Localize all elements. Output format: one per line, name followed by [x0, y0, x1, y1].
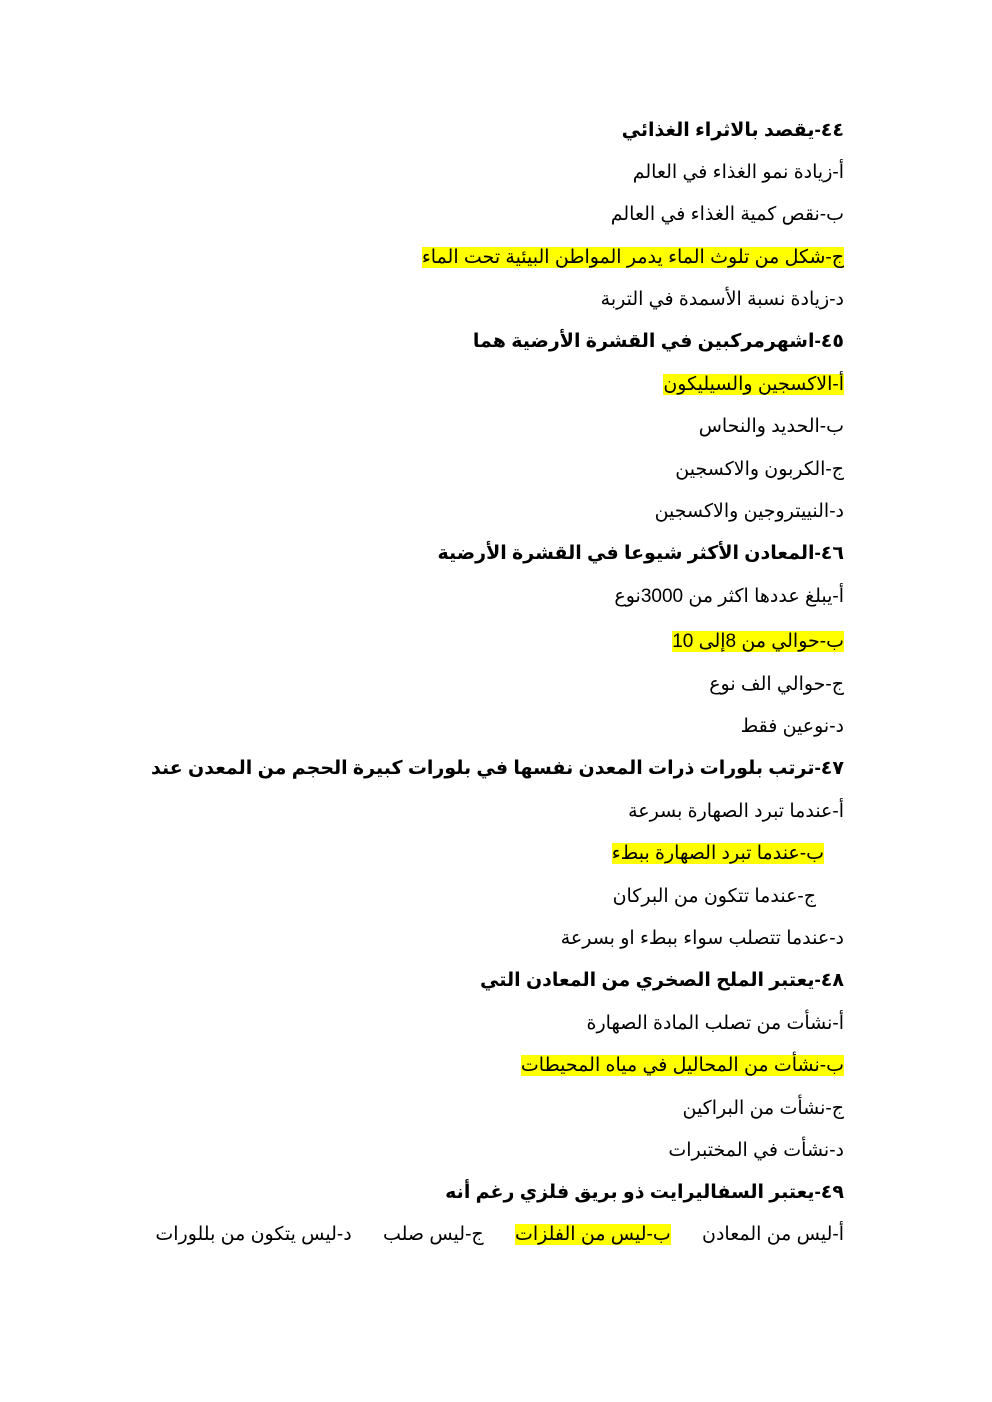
question-48-title: ٤٨-يعتبر الملح الصخري من المعادن التي — [480, 970, 844, 991]
question-44-title: ٤٤-يقصد بالاثراء الغذائي — [621, 120, 844, 141]
q48-option-b-highlight: ب-نشأت من المحاليل في مياه المحيطات — [520, 1055, 844, 1076]
question-47-title: ٤٧-ترتب بلورات ذرات المعدن نفسها في بلورات كبيرة الحجم من المعدن عند — [151, 758, 844, 779]
q48-option-b — [521, 1051, 844, 1081]
q46-option-c: ج-حوالي الف نوع — [709, 674, 844, 695]
q46-option-b-highlight: ب-حوالي من 8إلى 10 — [672, 631, 844, 652]
q45-option-a — [663, 370, 844, 400]
q47-option-b-highlight: ب-عندما تبرد الصهارة ببطء — [611, 843, 824, 864]
q45-option-d: د-النييتروجين والاكسجين — [654, 501, 844, 522]
q44-option-b: ب-نقص كمية الغذاء في العالم — [610, 204, 844, 225]
q44-option-c-highlight: ج-شكل من تلوث الماء يدمر المواطن البيئية تحت الماء — [421, 247, 844, 268]
q44-option-c — [422, 243, 844, 273]
q48-option-c: ج-نشأت من البراكين — [682, 1098, 844, 1119]
q44-option-a: أ-زيادة نمو الغذاء في العالم — [632, 162, 844, 183]
q46-option-d: د-نوعين فقط — [740, 716, 844, 737]
q47-option-d: د-عندما تتصلب سواء ببطء او بسرعة — [560, 928, 844, 949]
q45-option-c: ج-الكربون والاكسجين — [675, 459, 844, 480]
q49-option-c: ج-ليس صلب — [382, 1224, 484, 1245]
q49-option-d: د-ليس يتكون من بللورات — [155, 1224, 352, 1245]
q49-option-b-highlight: ب-ليس من الفلزات — [514, 1224, 671, 1245]
q44-option-d: د-زيادة نسبة الأسمدة في التربة — [600, 289, 844, 310]
q47-option-a: أ-عندما تبرد الصهارة بسرعة — [628, 801, 844, 822]
question-49-title: ٤٩-يعتبر السفاليرايت ذو بريق فلزي رغم أنه — [445, 1182, 844, 1203]
question-45-title: ٤٥-اشهرمركبين في القشرة الأرضية هما — [472, 331, 844, 352]
q46-option-a: أ-يبلغ عددها اكثر من 3000نوع — [614, 586, 844, 607]
q47-option-c: ج-عندما تتكون من البركان — [612, 886, 816, 907]
q48-option-a: أ-نشأت من تصلب المادة الصهارة — [586, 1013, 844, 1034]
q46-option-b — [672, 627, 844, 657]
q49-options-row — [155, 1220, 844, 1250]
q48-option-d: د-نشأت في المختبرات — [668, 1140, 844, 1161]
q49-option-a: أ-ليس من المعادن — [702, 1224, 844, 1245]
q47-option-b — [612, 839, 824, 869]
q49-option-b — [515, 1224, 671, 1245]
q45-option-a-highlight: أ-الاكسجين والسيليكون — [663, 374, 844, 395]
question-46-title: ٤٦-المعادن الأكثر شيوعا في القشرة الأرضية — [437, 543, 844, 564]
q45-option-b: ب-الحديد والنحاس — [698, 416, 844, 437]
